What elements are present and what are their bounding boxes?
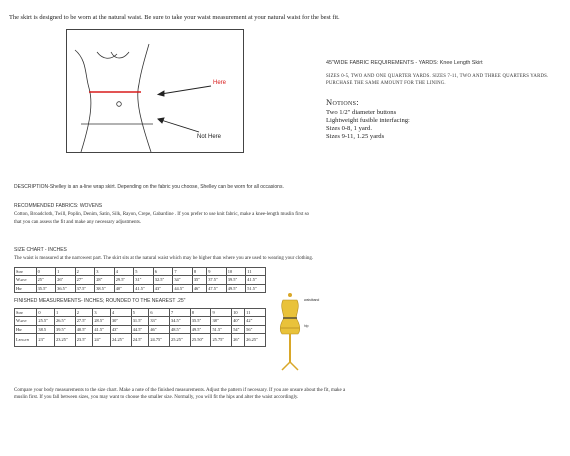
row-header-cell: Waist (15, 276, 37, 284)
table-cell: 2 (75, 309, 93, 317)
table-cell: 25.75" (211, 333, 232, 346)
table-cell: 11 (246, 268, 266, 276)
dress-form-figure (270, 292, 320, 377)
table-cell: 31.5" (131, 317, 149, 325)
table-cell: 7 (173, 268, 193, 276)
table-cell: 28.5" (93, 317, 111, 325)
table-row (15, 276, 266, 284)
size-chart-heading: SIZE CHART - INCHES (14, 247, 67, 253)
table-cell: 25.25" (170, 333, 191, 346)
table-cell: 48.5" (170, 325, 191, 333)
description: DESCRIPTION-Shelley is an a-line wrap skirt. Depending on the fabric you choose, Shelley can be worn for all occasions. (14, 184, 284, 190)
table-cell: 25.5" (37, 317, 55, 325)
table-cell: 51.5" (211, 325, 232, 333)
table-cell: 24.5" (131, 333, 149, 346)
here-label: Here (213, 80, 227, 86)
table-cell: 40" (114, 284, 134, 292)
table-cell: 39.5" (55, 325, 76, 333)
fit-instructions: Compare your body measurements to the size chart. Make a note of the finished measurements. Adjust the pattern if necessary. If you are unsure about the fit, make a muslin first. If you fall between sizes, you may want to choose the smaller size. Normally, you will fit the hips and alter the waist accordingly. (14, 388, 346, 401)
table-cell: 8 (192, 268, 206, 276)
table-cell: 7 (170, 309, 191, 317)
table-cell: 5 (131, 309, 149, 317)
table-row (15, 325, 266, 333)
table-cell: 9 (211, 309, 232, 317)
table-cell: 34" (173, 276, 193, 284)
table-cell: 38.5 (37, 325, 55, 333)
table-cell: 1 (55, 309, 76, 317)
table-cell: 25" (36, 276, 56, 284)
table-cell: 43" (153, 284, 173, 292)
table-cell: 42" (245, 317, 266, 325)
table-cell: 26.5" (55, 317, 76, 325)
table-cell: 41.5" (134, 284, 154, 292)
recommended-fabrics-heading: RECOMMENDED FABRICS: WOVENS (14, 203, 103, 209)
table-cell: 34.5" (170, 317, 191, 325)
row-header-cell: Hip (15, 284, 37, 292)
notion-item: Sizes 0-8, 1 yard. (326, 124, 372, 132)
table-cell: 27.5" (75, 317, 93, 325)
table-cell: 46" (149, 325, 170, 333)
row-header-cell: Waist (15, 317, 37, 325)
table-cell: 26" (56, 276, 76, 284)
table-cell: 35.5" (190, 317, 211, 325)
table-cell: 6 (149, 309, 170, 317)
table-cell: 10 (226, 268, 246, 276)
table-cell: 40" (232, 317, 245, 325)
table-cell: 25.50" (190, 333, 211, 346)
fabric-requirements: 45"WIDE FABRIC REQUIREMENTS - YARDS: Knee Length Skirt (326, 60, 483, 66)
table-cell: 3 (93, 309, 111, 317)
table-cell: 1 (56, 268, 76, 276)
notion-item: Sizes 9-11, 1.25 yards (326, 132, 385, 140)
table-cell: 37.5" (75, 284, 95, 292)
table-cell: 35.5" (36, 284, 56, 292)
notions-list (326, 109, 566, 141)
table-cell: 31" (134, 276, 154, 284)
table-cell: 9 (207, 268, 227, 276)
table-cell: 0 (37, 309, 55, 317)
size-chart-note: The waist is measured at the narrowest part. The skirt sits at the natural waist which may be higher than where you are used to wearing your clothing. (14, 256, 314, 261)
dress-form-icon (270, 292, 310, 372)
requirements-panel (326, 60, 566, 141)
waistband-label: waistband (304, 298, 320, 302)
table-cell: 43" (110, 325, 131, 333)
table-cell: 26.25" (245, 333, 266, 346)
table-cell: 49.5" (226, 284, 246, 292)
waist-figure (66, 29, 244, 153)
table-cell: 2 (75, 268, 95, 276)
table-cell: 8 (190, 309, 211, 317)
notion-item: Lightweight fusible interfacing: (326, 116, 410, 124)
table-cell: 39.5" (226, 276, 246, 284)
table-cell: 44.5" (131, 325, 149, 333)
table-cell: 46" (192, 284, 206, 292)
table-cell: 33" (149, 317, 170, 325)
notion-item: Two 1/2" diameter buttons (326, 108, 397, 116)
table-cell: 40.5" (75, 325, 93, 333)
table-cell: 49.5" (190, 325, 211, 333)
finished-measurements-heading: FINISHED MEASUREMENTS- INCHES; ROUNDED TO THE NEAREST .25" (14, 298, 186, 304)
table-cell: 24" (93, 333, 111, 346)
table-cell: 11 (245, 309, 266, 317)
yardage-by-size: SIZES 0-5, TWO AND ONE QUARTER YARDS. SIZES 7-11, TWO AND THREE QUARTERS YARDS. PURCHASE THE SAME AMOUNT FOR THE LINING. (326, 74, 549, 86)
table-cell: 32.5" (153, 276, 173, 284)
table-cell: 56" (245, 325, 266, 333)
table-cell: 38" (211, 317, 232, 325)
size-chart-table (14, 267, 266, 293)
recommended-fabrics-text: Cotton, Broadcloth, Twill, Poplin, Denim, Satin, Silk, Rayon, Crepe, Gabardine . If you prefer to use knit fabric, make a knee-length muslin first so that you can assess the fit and make any necessary adjustments. (14, 212, 310, 225)
table-row (15, 284, 266, 292)
table-cell: 4 (114, 268, 134, 276)
finished-measurements-table (14, 308, 266, 347)
table-cell: 4 (110, 309, 131, 317)
table-cell: 3 (95, 268, 115, 276)
table-row (15, 309, 266, 317)
table-cell: 35" (192, 276, 206, 284)
table-cell: 44.5" (173, 284, 193, 292)
table-cell: 23" (37, 333, 55, 346)
table-cell: 41.5" (93, 325, 111, 333)
hip-label: hip (304, 324, 309, 328)
table-row (15, 317, 266, 325)
table-cell: 47.5" (207, 284, 227, 292)
table-cell: 23.25" (55, 333, 76, 346)
row-header-cell: Size (15, 268, 37, 276)
table-cell: 51.5" (246, 284, 266, 292)
row-header-cell: Hip (15, 325, 37, 333)
table-cell: 37.5" (207, 276, 227, 284)
table-cell: 0 (36, 268, 56, 276)
table-cell: 36.5" (56, 284, 76, 292)
table-cell: 54" (232, 325, 245, 333)
table-cell: 41.5" (246, 276, 266, 284)
table-cell: 29.5" (114, 276, 134, 284)
table-cell: 24.75" (149, 333, 170, 346)
table-row (15, 333, 266, 346)
table-cell: 38.5" (95, 284, 115, 292)
table-cell: 30" (110, 317, 131, 325)
intro-text: The skirt is designed to be worn at the natural waist. Be sure to take your waist measurement at your natural waist for the best fit. (9, 14, 340, 21)
table-row (15, 268, 266, 276)
table-cell: 5 (134, 268, 154, 276)
table-cell: 24.25" (110, 333, 131, 346)
table-cell: 28" (95, 276, 115, 284)
table-cell: 26" (232, 333, 245, 346)
table-cell: 6 (153, 268, 173, 276)
table-cell: 27" (75, 276, 95, 284)
table-cell: 10 (232, 309, 245, 317)
table-cell: 23.5" (75, 333, 93, 346)
row-header-cell: Size (15, 309, 37, 317)
not-here-label: Not Here (197, 134, 222, 140)
notions-heading: Notions: (326, 96, 359, 107)
row-header-cell: Length (15, 333, 37, 346)
